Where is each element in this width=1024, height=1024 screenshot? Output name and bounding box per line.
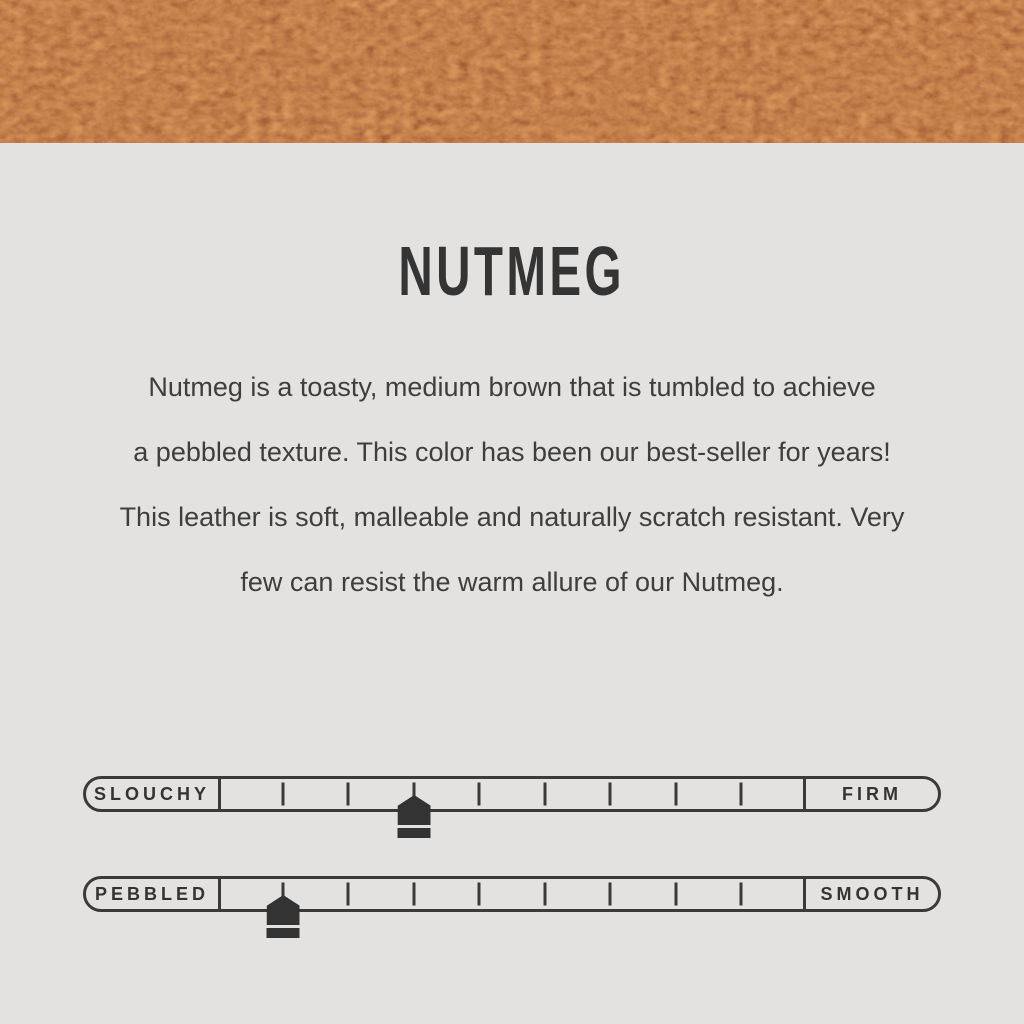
tick-mark [543,883,546,906]
tick-mark [413,883,416,906]
description-line: This leather is soft, malleable and naturally scratch resistant. Very [119,502,905,532]
scale-track [221,779,803,809]
marker-nib [267,895,300,925]
scale-marker-icon [398,795,431,838]
scale-track [221,879,803,909]
tick-mark [739,883,742,906]
description-line: a pebbled texture. This color has been our best-seller for years! [133,437,891,467]
leather-texture-banner [0,0,1024,143]
page-title [0,232,1024,310]
tick-mark [739,783,742,806]
tick-mark [282,783,285,806]
scale-left-label-pebbled: PEBBLED [86,879,221,909]
tick-mark [608,883,611,906]
tick-mark [347,883,350,906]
marker-base [267,928,300,938]
description-line: few can resist the warm allure of our Nutmeg. [240,567,784,597]
description-line: Nutmeg is a toasty, medium brown that is tumbled to achieve [148,372,876,402]
color-description [72,355,952,615]
tick-mark [608,783,611,806]
scale-marker-icon [267,895,300,938]
page-title-text: NUTMEG [398,232,626,310]
marker-nib [398,795,431,825]
tick-mark [347,783,350,806]
marker-base [398,828,431,838]
tick-mark [543,783,546,806]
tick-mark [674,883,677,906]
leather-texture-image [0,0,1024,143]
tick-mark [478,883,481,906]
scale-right-label-firm: FIRM [803,779,938,809]
tick-mark [674,783,677,806]
pebbled-smooth-scale [83,876,941,912]
scale-right-label-smooth: SMOOTH [803,879,938,909]
scale-left-label-slouchy: SLOUCHY [86,779,221,809]
tick-mark [478,783,481,806]
slouchy-firm-scale [83,776,941,812]
